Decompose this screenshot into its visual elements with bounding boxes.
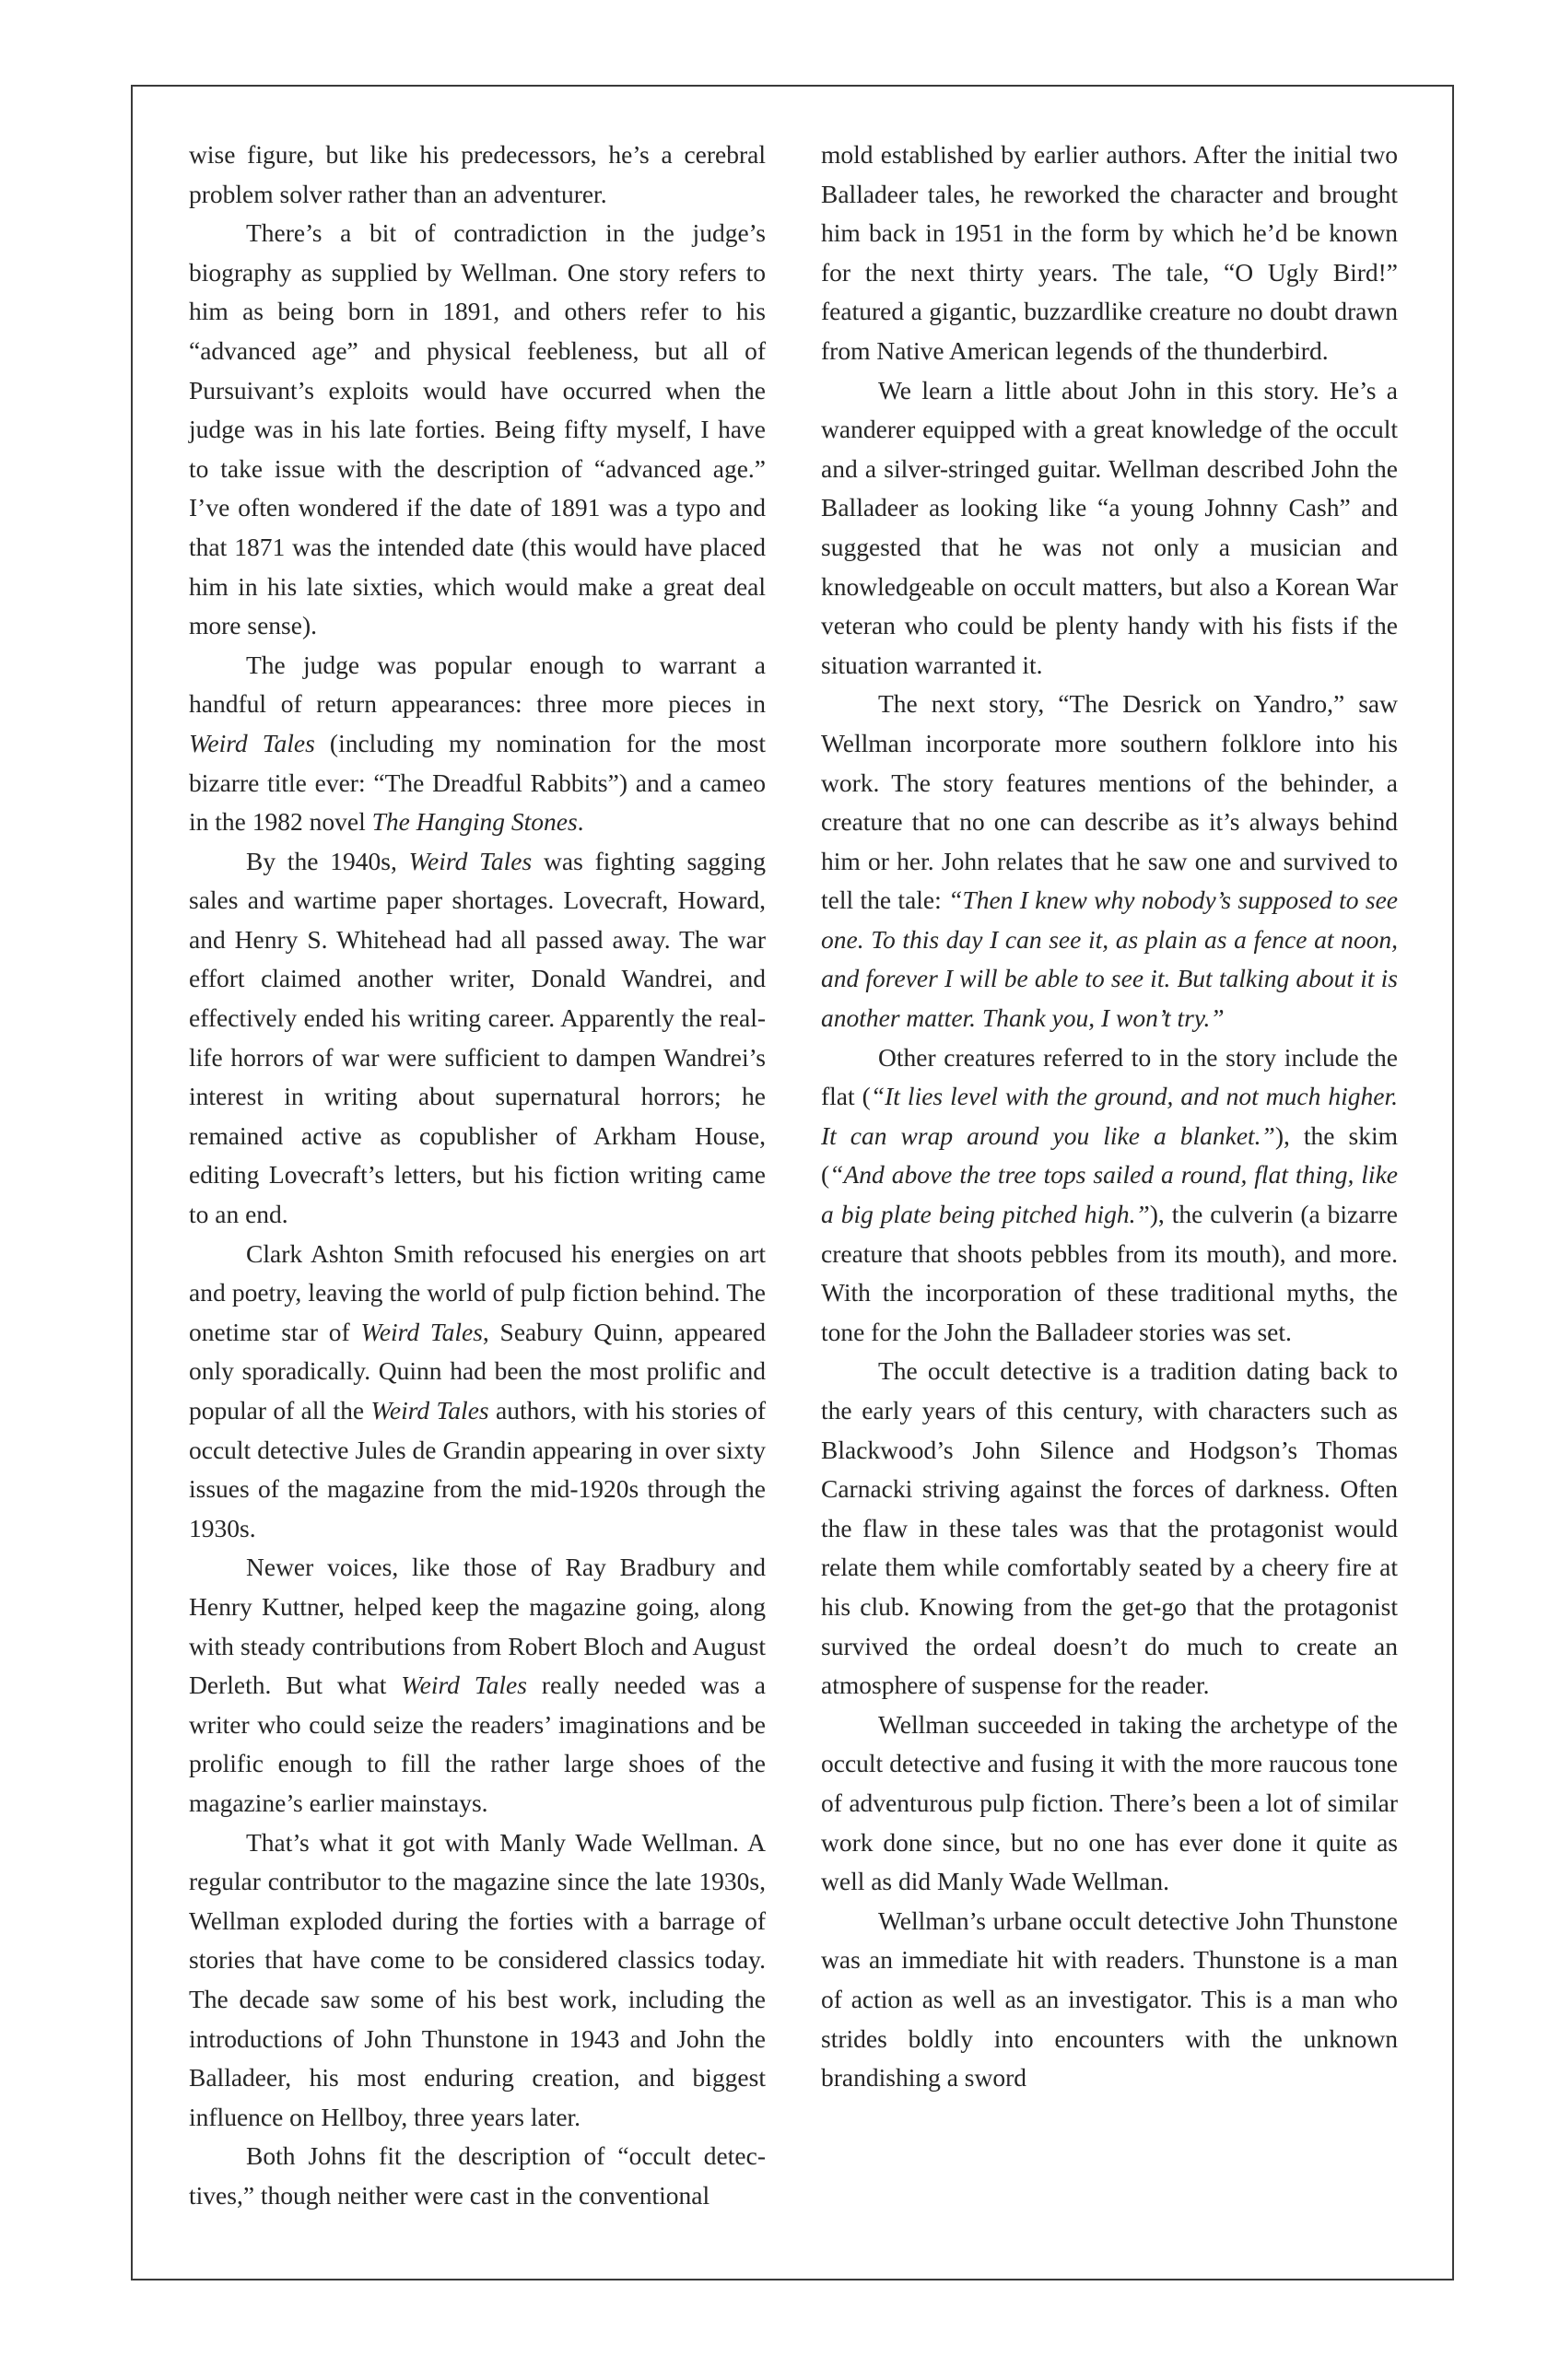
- right-column: [821, 135, 1398, 2098]
- italic-text: Weird Tales: [401, 1671, 527, 1700]
- paragraph: mold established by earlier authors. After the initial two Balladeer tales, he reworked the character and brought him back in 1951 in the form by which he’d be known for the next thirty years. The tale, “O Ugly Bird!” featured a gigantic, buzzardlike creature no doubt drawn from Native American legends of the thunderbird.: [821, 140, 1398, 365]
- paragraph: We learn a little about John in this story. He’s a wanderer equipped with a great knowledge of the occult and a silver-stringed guitar. Wellman described John the Balladeer as looking like “a young Johnny Cash” and suggested that he was not only a musician and knowledgeable on occult matters, but also a Korean War veteran who could be plenty handy with his fists if the situation warranted it.: [821, 375, 1398, 679]
- italic-text: The Hanging Stones: [371, 807, 578, 837]
- paragraph: wise figure, but like his predecessors, he’s a cerebral problem solver rather than an adventurer.: [189, 140, 766, 208]
- italic-text: Weird Tales: [360, 1317, 483, 1346]
- paragraph: Wellman succeeded in taking the archetype of the occult detective and fusing it with the more raucous tone of adventurous pulp fiction. There’s been a lot of similar work done since, but no one has ever done it quite as well as did Manly Wade Wellman.: [821, 1709, 1398, 1896]
- paragraph: That’s what it got with Manly Wade Wellman. A regular contributor to the magazine since the late 1930s, Wellman exploded during the forties with a barrage of stories that have come to be considered classics today. The decade saw some of his best work, including the introductions of John Thunstone in 1943 and John the Balladeer, his most enduring creation, and biggest influence on Hellboy, three years later.: [189, 1827, 766, 2131]
- paragraph: Wellman’s urbane occult detective John Thunstone was an immediate hit with readers. Thunstone is a man of action as well as an investigator. This is a man who strides boldly into encounters with the unknown brandishing a sword: [821, 1905, 1398, 2093]
- paragraph: Newer voices, like those of Ray Bradbury and Henry Kuttner, helped keep the magazine going, along with steady contributions from Robert Bloch and August Derleth. But what Weird Tales really needed was a writer who could seize the readers’ imaginations and be prolific enough to fill the rather large shoes of the magazine’s earlier mainstays.: [189, 1553, 766, 1817]
- paragraph: Both Johns fit the description of “occult detectives,” though neither were cast in the conventional: [189, 2141, 766, 2210]
- italic-text: Weird Tales: [370, 1396, 489, 1424]
- paragraph: The occult detective is a tradition dating back to the early years of this century, with characters such as Blackwood’s John Silence and Hodgson’s Thomas Carnacki striving against the forces of darkness. Often the flaw in these tales was that the protagonist would relate them while comfortably seated by a cheery fire at his club. Knowing from the get-go that the protagonist survived the ordeal doesn’t do much to create an atmosphere of suspense for the reader.: [821, 1356, 1398, 1700]
- paragraph: Clark Ashton Smith refocused his energies on art and poetry, leaving the world of pulp fiction behind. The onetime star of Weird Tales, Seabury Quinn, appeared only sporadically. Quinn had been the most prolific and popular of all the Weird Tales authors, with his stories of occult detective Jules de Grandin appearing in over sixty issues of the magazine from the mid-1920s through the 1930s.: [189, 1238, 766, 1542]
- paragraph: There’s a bit of contradiction in the judge’s biography as supplied by Wellman. One story refers to him as being born in 1891, and others refer to his “advanced age” and physical feebleness, but all of Pursuivant’s exploits would have occurred when the judge was in his late forties. Being fifty myself, I have to take issue with the description of “advanced age.” I’ve often wondered if the date of 1891 was a typo and that 1871 was the intended date (this would have placed him in his late sixties, which would make a great deal more sense).: [189, 218, 766, 640]
- paragraph: Other creatures referred to in the story include the flat (“It lies level with the ground, and not much higher. It can wrap around you like a blanket.”), the skim (“And above the tree tops sailed a round, flat thing, like a big plate being pitched high.”), the culverin (a bizarre creature that shoots pebbles from its mouth), and more. With the incorporation of these traditional myths, the tone for the John the Balladeer stories was set.: [821, 1042, 1398, 1346]
- paragraph: The next story, “The Desrick on Yandro,” saw Wellman incorporate more southern folklore into his work. The story features mentions of the behinder, a creature that no one can describe as it’s always behind him or her. John relates that he saw one and survived to tell the tale: “Then I knew why nobody’s supposed to see one. To this day I can see it, as plain as a fence at noon, and forever I will be able to see it. But talking about it is another matter. Thank you, I won’t try.”: [821, 689, 1398, 1033]
- paragraph: By the 1940s, Weird Tales was fighting sagging sales and wartime paper shortages. Lovecraft, Howard, and Henry S. Whitehead had all passed away. The war effort claimed another writer, Donald Wandrei, and effectively ended his writing career. Apparently the real-life horrors of war were sufficient to dampen Wandrei’s interest in writing about supernatural horrors; he remained active as copublisher of Arkham House, editing Lovecraft’s letters, but his fiction writing came to an end.: [189, 846, 766, 1229]
- italic-text: Weird Tales: [189, 728, 315, 757]
- italic-text: Weird Tales: [408, 846, 533, 875]
- paragraph: The judge was popular enough to warrant a handful of return appearances: three more pieces in Weird Tales (including my nomination for the most bizarre title ever: “The Dreadful Rabbits”) and a cameo in the 1982 novel The Hanging Stones.: [189, 650, 766, 837]
- italic-text: “Then I knew why nobody’s supposed to see one. To this day I can see it, as plain as a fence at noon, and forever I will be able to see it. But talking about it is another matter. Thank you, I won’t try.”: [821, 885, 1398, 1033]
- italic-text: “And above the tree tops sailed a round, flat thing, like a big plate being pitched high.”: [821, 1160, 1398, 1229]
- italic-text: “It lies level with the ground, and not much higher. It can wrap around you like a blanket.”: [821, 1082, 1398, 1150]
- left-column: [189, 135, 766, 2215]
